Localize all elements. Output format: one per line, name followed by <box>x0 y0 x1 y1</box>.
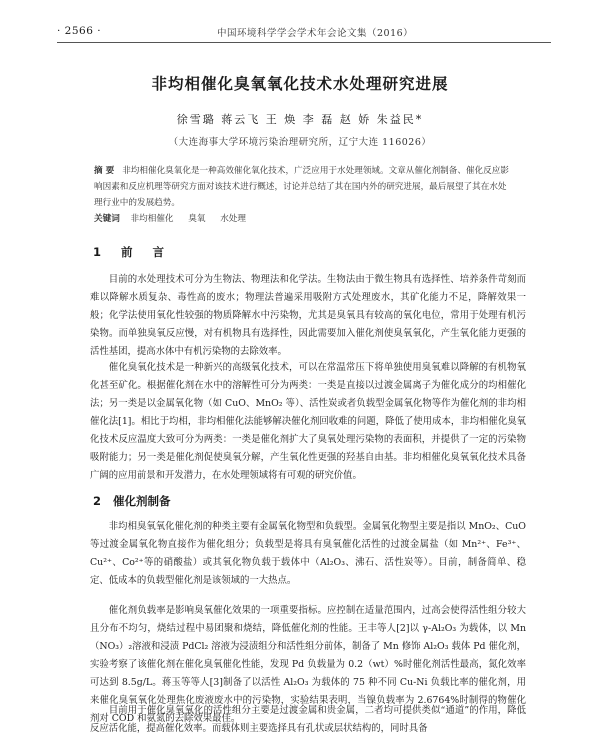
body-paragraph: 催化剂负载率是影响臭氧催化效果的一项重要指标。应控制在适量范围内，过高会使得活性组分较大且分布不均匀，烧结过程中易团聚和烧结，降低催化剂的性能。王丰等人[2]以 γ-Al₂O₃ 为载体，以 Mn（NO₃）₂溶液和浸渍 PdCl₂ 溶液为浸渍组分和活性组分前体，制备了 Mn 修饰 Al₂O₃ 载体 Pd 催化剂，实验考察了该催化剂在催化臭氧催化性能，发现 Pd 负载量为 0.2（wt）%时催化剂活性最高，氮化效率可达到 8.5g/L。蒋玉等等人[3]制备了以活性 Al₂O₃ 为载体的 75 种不同 Cu-Ni 负载比率的催化剂，用来催化臭氧氧化处理焦化废液废水中的污染物，实验结果表明，当镍负载率为 2.6764%时制得的物催化剂对 COD 和氨氮的去除效果最佳。 <box>90 605 526 724</box>
body-paragraph: 目前的水处理技术可分为生物法、物理法和化学法。生物法由于微生物具有选择性、培养条件苛刻而难以降解水质复杂、毒性高的废水；物理法普遍采用吸附方式处理废水，其矿化能力不足，降解效果一般；化学法使用氧化性较强的物质降解水中污染物，尤其是臭氧具有较高的氧化电位，常用于处理有机污染物。而单独臭氧反应慢，对有机物具有选择性，因此需要加入催化剂使臭氧氧化，产生氧化能力更强的活性基团，提高水体中有机污染物的去除效率。 <box>90 274 526 357</box>
page-number: · 2566 · <box>57 25 102 37</box>
paper-title: 非均相催化臭氧氧化技术水处理研究进展 <box>151 75 449 93</box>
abstract <box>94 163 514 211</box>
keyword: 水处理 <box>220 214 246 224</box>
section-title: 催化剂制备 <box>113 494 171 508</box>
keywords-label: 关键词 <box>94 214 120 224</box>
section-number: 1 <box>93 245 110 259</box>
abstract-text: 非均相催化臭氧化是一种高效催化氧化技术，广泛应用于水处理领域。文章从催化剂制备、催化反应影响因素和反应机理等研究方面对该技术进行概述，讨论并总结了其在国内外的研究进展，最后展望了其在水处理行业中的发展趋势。 <box>94 166 509 208</box>
abstract-label: 摘 要 <box>94 166 115 176</box>
section-number: 2 <box>93 494 102 508</box>
section-title: 前 言 <box>121 245 173 259</box>
keyword: 臭氧 <box>188 214 206 224</box>
running-header <box>57 22 551 43</box>
body-paragraph: 非均相臭氧氧化催化剂的种类主要有金属氧化物型和负载型。金属氧化物型主要是指以 MnO₂、CuO 等过渡金属氧化物直接作为催化组分；负载型是将具有臭氧催化活性的过渡金属盐（如 Mn²⁺、Fe³⁺、Cu²⁺、Co²⁺等的硝酸盐）或其氧化物负载于载体中（Al₂O₃、沸石、活性炭等）。目前，制备简单、稳定、低成本的负载型催化剂是该领域的一大热点。 <box>90 521 526 586</box>
body-paragraph: 催化臭氧化技术是一种新兴的高级氧化技术，可以在常温常压下将单独使用臭氧难以降解的有机物氧化甚至矿化。根据催化剂在水中的溶解性可分为两类：一类是直接以过渡金属离子为催化成分的均相催化法；另一类是以金属氧化物（如 CuO、MnO₂ 等）、活性炭或者负载型金属氧化物等作为催化剂的非均相催化法[1]。相比于均相，非均相催化法能够解决催化剂回收难的问题，降低了使用成本，非均相催化臭氧化技术反应温度大致可分为两类：一类是催化剂扩大了臭氧处理污染物的表面积，并提供了一定的污染物吸附能力；另一类是催化剂促使臭氧分解，产生氧化性更强的羟基自由基。非均相催化臭氧氧化技术具备广阔的应用前景和开发潜力，在水处理领域将有可观的研究价值。 <box>90 362 526 481</box>
section-heading-introduction <box>93 244 172 260</box>
affiliation: （大连海事大学环境污染治理研究所，辽宁大连 116026） <box>168 137 432 148</box>
keywords <box>94 212 514 224</box>
author-list: 徐雪璐 蒋云飞 王 焕 李 磊 赵 娇 朱益民* <box>176 113 424 126</box>
section-heading-catalyst-preparation <box>93 493 171 509</box>
keyword: 非均相催化 <box>130 214 174 224</box>
body-paragraph: 目前用于催化臭氧氧化的活性组分主要是过渡金属和贵金属，二者均可提供类似“通道”的作用，降低反应活化能，提高催化效率。而载体则主要选择具有孔状或层状结构的，同时具备 <box>90 705 526 734</box>
journal-name: 中国环境科学学会学术年会论文集（2016） <box>217 28 414 39</box>
